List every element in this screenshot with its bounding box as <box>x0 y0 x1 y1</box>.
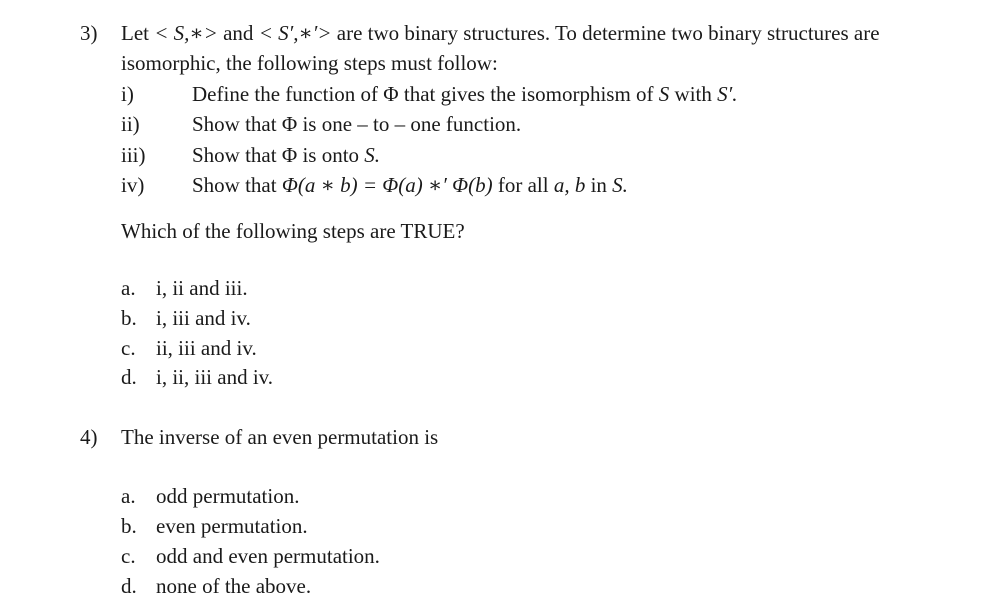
step-text-part: Show that <box>192 143 277 167</box>
step-text-part: that gives the isomorphism of <box>403 82 654 106</box>
option-text[interactable]: i, ii, iii and iv. <box>156 365 274 389</box>
step-ii-text <box>192 114 521 135</box>
option-letter: a. <box>121 276 136 300</box>
q3-number: 3) <box>80 21 98 45</box>
q3-question: Which of the following steps are TRUE? <box>121 219 465 243</box>
step-i-text <box>192 84 737 105</box>
set-symbol: S′. <box>717 82 738 106</box>
set-symbol: S <box>658 82 670 106</box>
option-text[interactable]: i, ii and iii. <box>156 276 248 300</box>
step-text-part: is one – to – one function. <box>302 112 522 136</box>
option-text[interactable]: even permutation. <box>156 514 308 538</box>
q3-line1-rest: are two binary structures. To determine two binary structures are <box>336 21 880 45</box>
option-text[interactable]: ii, iii and iv. <box>156 336 257 360</box>
step-text-part: Show that <box>192 173 277 197</box>
step-label: iii) <box>121 143 146 167</box>
phi-symbol: Φ <box>281 143 298 167</box>
step-text-part: in <box>590 173 607 197</box>
step-text-part: Show that <box>192 112 277 136</box>
q3-struct2: < S′,∗′> <box>258 21 332 45</box>
q3-let: Let <box>121 21 149 45</box>
option-text[interactable]: none of the above. <box>156 574 312 598</box>
set-symbol: S. <box>364 143 381 167</box>
step-text-part: for all <box>497 173 549 197</box>
phi-symbol: Φ <box>281 112 298 136</box>
q4-number: 4) <box>80 425 98 449</box>
step-label: ii) <box>121 112 140 136</box>
option-letter: d. <box>121 574 137 598</box>
q3-line2: isomorphic, the following steps must follow: <box>121 51 498 75</box>
option-letter: d. <box>121 365 137 389</box>
set-symbol: S. <box>612 173 628 197</box>
step-text-part: is onto <box>302 143 360 167</box>
option-letter: b. <box>121 514 137 538</box>
phi-symbol: Φ <box>383 82 399 106</box>
option-letter: a. <box>121 484 136 508</box>
q3-line1 <box>121 23 880 44</box>
option-letter: c. <box>121 544 136 568</box>
option-letter: c. <box>121 336 136 360</box>
variables: a, b <box>553 173 586 197</box>
step-text-part: Define the function of <box>192 82 379 106</box>
homomorphism-equation: Φ(a ∗ b) = Φ(a) ∗′ Φ(b) <box>281 173 493 197</box>
option-letter: b. <box>121 306 137 330</box>
step-iv-text <box>192 175 628 196</box>
q3-and: and <box>223 21 254 45</box>
step-label: i) <box>121 82 134 106</box>
option-text[interactable]: i, iii and iv. <box>156 306 251 330</box>
option-text[interactable]: odd and even permutation. <box>156 544 380 568</box>
step-iii-text <box>192 145 380 166</box>
q3-struct1: < S,∗> <box>154 21 218 45</box>
step-label: iv) <box>121 173 145 197</box>
step-text-part: with <box>674 82 712 106</box>
option-text[interactable]: odd permutation. <box>156 484 300 508</box>
q4-question: The inverse of an even permutation is <box>121 425 439 449</box>
